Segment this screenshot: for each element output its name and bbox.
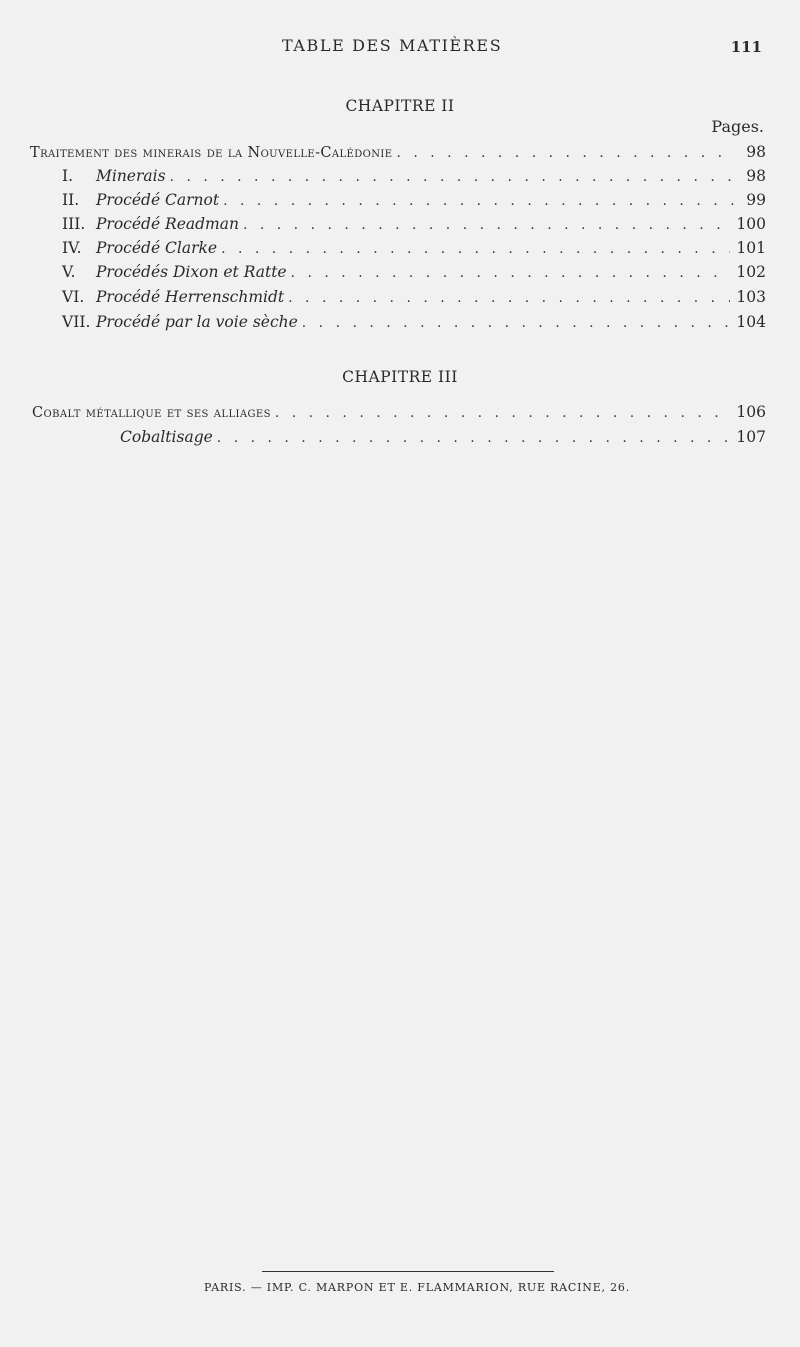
leader-dots	[275, 405, 731, 421]
toc-entry-label: Traitement des minerais de la Nouvelle-Calédonie	[30, 145, 393, 161]
pages-column-label: Pages.	[711, 117, 764, 136]
leader-dots	[291, 265, 731, 281]
running-title: TABLE DES MATIÈRES	[282, 36, 503, 55]
chapter-3-heading: CHAPITRE III	[342, 368, 458, 386]
toc-entry-page: 106	[736, 403, 766, 421]
toc-entry-page: 98	[746, 143, 766, 161]
leader-dots	[243, 217, 730, 233]
toc-entry-number: III.	[62, 215, 86, 233]
toc-entry-number: IV.	[62, 239, 82, 257]
toc-entry-label: Cobalt métallique et ses alliages	[32, 405, 271, 421]
toc-entry-page: 107	[736, 428, 766, 446]
page-number: 111	[730, 38, 762, 56]
printer-imprint: PARIS. — IMP. C. MARPON ET E. FLAMMARION, RUE RACINE, 26.	[204, 1281, 631, 1294]
leader-dots	[170, 169, 734, 185]
toc-entry-readman	[30, 215, 766, 239]
toc-entry-herrenschmidt	[30, 288, 766, 312]
toc-entry-clarke	[30, 239, 766, 263]
toc-entry-page: 98	[746, 167, 766, 185]
running-head	[0, 36, 800, 58]
toc-entry-page: 103	[736, 288, 766, 306]
toc-entry-label: Minerais	[96, 167, 166, 185]
toc-entry-dixon-ratte	[30, 263, 766, 287]
toc-entry-number: VI.	[62, 288, 85, 306]
toc-entry-page: 104	[736, 313, 766, 331]
toc-entry-page: 101	[736, 239, 766, 257]
toc-entry-cobaltisage	[32, 428, 766, 452]
toc-entry-number: V.	[62, 263, 76, 281]
toc-entry-label: Procédé Clarke	[96, 239, 218, 257]
toc-entry-label: Procédé Readman	[96, 215, 239, 233]
toc-entry-carnot	[30, 191, 766, 215]
toc-entry-number: II.	[62, 191, 80, 209]
leader-dots	[223, 193, 734, 209]
leader-dots	[221, 241, 730, 257]
chapter-2-heading: CHAPITRE II	[345, 97, 455, 115]
toc-entry-page: 100	[736, 215, 766, 233]
leader-dots	[302, 315, 731, 331]
toc-entry-page: 99	[746, 191, 766, 209]
imprint-rule	[262, 1271, 554, 1272]
leader-dots	[217, 430, 731, 446]
toc-entry-traitement	[30, 143, 766, 167]
toc-entry-page: 102	[736, 263, 766, 281]
toc-entry-voie-seche	[30, 313, 766, 337]
toc-entry-minerais	[30, 167, 766, 191]
toc-entry-cobalt-metallique	[32, 403, 766, 427]
toc-entry-number: VII.	[62, 313, 91, 331]
toc-entry-number: I.	[62, 167, 74, 185]
toc-entry-label: Procédés Dixon et Ratte	[96, 263, 287, 281]
toc-entry-label: Procédé par la voie sèche	[96, 313, 298, 331]
toc-entry-label: Cobaltisage	[120, 428, 213, 446]
leader-dots	[396, 145, 734, 161]
toc-entry-label: Procédé Herrenschmidt	[96, 288, 285, 306]
leader-dots	[288, 290, 730, 306]
toc-entry-label: Procédé Carnot	[96, 191, 220, 209]
